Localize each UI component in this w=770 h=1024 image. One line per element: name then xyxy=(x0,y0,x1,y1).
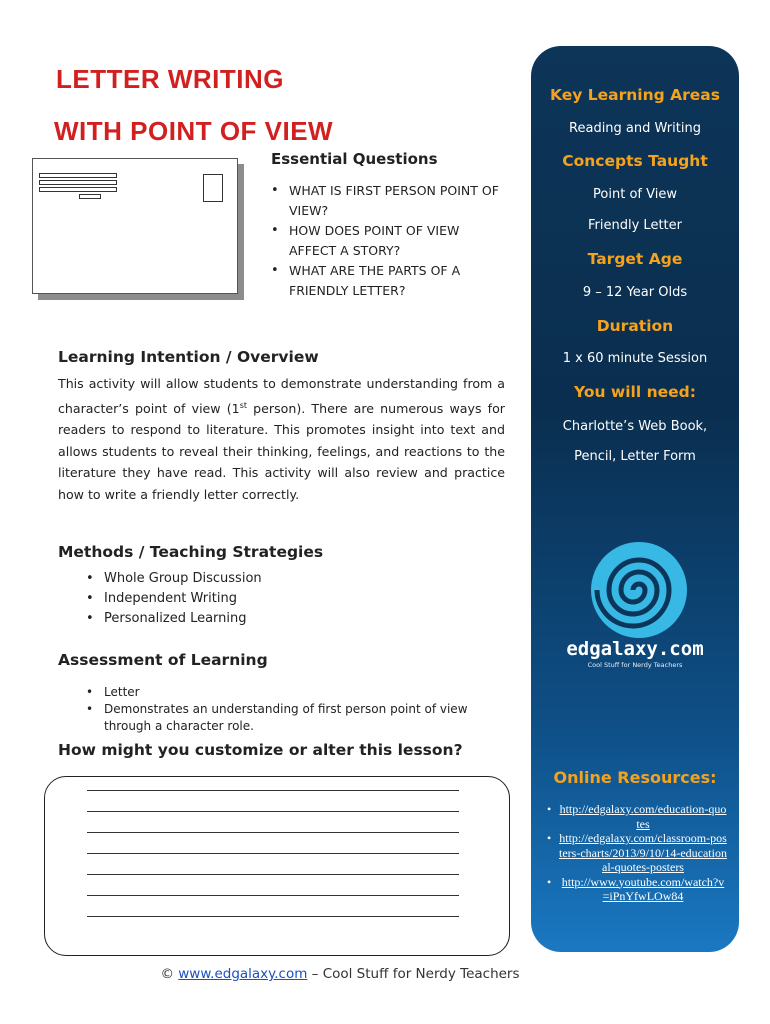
key-learning-heading: Key Learning Areas xyxy=(550,86,720,104)
resource-link[interactable]: http://edgalaxy.com/education-quotes xyxy=(559,802,727,831)
list-item xyxy=(539,802,731,831)
list-item: • WHAT ARE THE PARTS OF A FRIENDLY LETTER? xyxy=(267,261,507,301)
spiral-logo-icon xyxy=(589,540,689,640)
list-item: • HOW DOES POINT OF VIEW AFFECT A STORY? xyxy=(267,221,507,261)
envelope-illustration xyxy=(32,158,238,294)
concept-item: Friendly Letter xyxy=(588,218,682,233)
list-item xyxy=(539,831,731,875)
answer-box[interactable] xyxy=(44,776,510,956)
answer-line xyxy=(87,874,459,875)
concept-item: Point of View xyxy=(593,187,677,202)
answer-line xyxy=(87,790,459,791)
assessment-list xyxy=(58,684,508,735)
resources-heading: Online Resources: xyxy=(553,768,717,787)
learning-intention-paragraph: This activity will allow students to demonstrate understanding from a character’s point of view (1st person). There are numerous ways for readers to respond to literature. This promotes insight into text and allows students to reveal their thinking, feelings, and reactions to the literature they have read. This activity will also review and practice how to write a friendly letter correctly. xyxy=(58,376,505,502)
target-age-value: 9 – 12 Year Olds xyxy=(582,285,688,300)
resource-link[interactable]: http://edgalaxy.com/classroom-posters-charts/2013/9/10/14-educational-quotes-posters xyxy=(559,831,727,874)
list-item: • Letter xyxy=(58,684,508,701)
logo-name: edgalaxy.com xyxy=(566,638,704,660)
answer-line xyxy=(87,916,459,917)
duration-heading: Duration xyxy=(596,317,674,335)
logo-tagline: Cool Stuff for Nerdy Teachers xyxy=(587,661,683,669)
footer-tagline: – Cool Stuff for Nerdy Teachers xyxy=(311,966,520,982)
answer-line xyxy=(87,853,459,854)
list-item xyxy=(539,875,731,904)
customize-heading: How might you customize or alter this lesson? xyxy=(58,741,463,759)
need-heading: You will need: xyxy=(574,383,696,401)
page-title-line-2: WITH POINT OF VIEW xyxy=(54,116,334,146)
footer-link[interactable]: www.edgalaxy.com xyxy=(178,966,308,982)
list-item: • WHAT IS FIRST PERSON POINT OF VIEW? xyxy=(267,181,507,221)
sidebar xyxy=(531,46,739,952)
answer-line xyxy=(87,811,459,812)
list-item: • Whole Group Discussion xyxy=(58,569,498,589)
methods-heading: Methods / Teaching Strategies xyxy=(58,543,324,561)
key-learning-value: Reading and Writing xyxy=(569,121,701,136)
essential-questions-list xyxy=(267,181,507,301)
stamp-icon xyxy=(203,174,223,202)
resource-link[interactable]: http://www.youtube.com/watch?v=iPnYfwLOw84 xyxy=(561,874,725,903)
methods-list xyxy=(58,569,498,629)
learning-intention-heading: Learning Intention / Overview xyxy=(58,348,319,366)
copyright-symbol: © xyxy=(160,966,174,982)
list-item: • Personalized Learning xyxy=(58,609,498,629)
footer xyxy=(0,966,680,982)
answer-line xyxy=(87,832,459,833)
need-item: Charlotte’s Web Book, xyxy=(562,419,708,434)
resources-list xyxy=(539,802,731,904)
answer-line xyxy=(87,895,459,896)
assessment-heading: Assessment of Learning xyxy=(58,651,268,669)
need-item: Pencil, Letter Form xyxy=(574,449,696,464)
concepts-heading: Concepts Taught xyxy=(562,152,708,170)
page-title-line-1: LETTER WRITING xyxy=(56,64,284,94)
list-item: • Demonstrates an understanding of first person point of view through a character role. xyxy=(58,701,508,735)
duration-value: 1 x 60 minute Session xyxy=(562,351,708,366)
essential-questions-heading: Essential Questions xyxy=(271,150,438,168)
list-item: • Independent Writing xyxy=(58,589,498,609)
target-age-heading: Target Age xyxy=(587,250,683,268)
